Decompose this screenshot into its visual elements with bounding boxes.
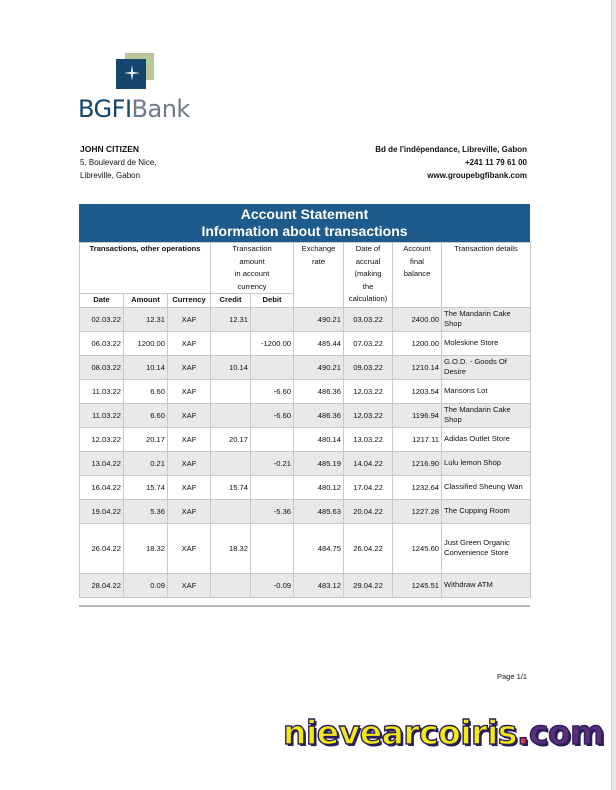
header-amount: Amount — [124, 294, 168, 308]
table-row — [80, 475, 531, 499]
cell-credit: 12.31 — [211, 307, 251, 331]
cell-debit — [251, 355, 294, 379]
cell-details: The Cupping Room — [442, 499, 531, 523]
cell-date: 12.03.22 — [80, 427, 124, 451]
cell-balance: 1245.60 — [393, 523, 442, 573]
header-currency: Currency — [168, 294, 211, 308]
bank-logo — [78, 53, 208, 123]
cell-amount: 6.60 — [124, 379, 168, 403]
cell-date: 16.04.22 — [80, 475, 124, 499]
watermark — [283, 713, 604, 752]
cell-details: Just Green Organic Convenience Store — [442, 523, 531, 573]
cell-date: 28.04.22 — [80, 573, 124, 597]
cell-balance: 1217.11 — [393, 427, 442, 451]
header-text: final — [410, 256, 424, 266]
customer-address-line2: Libreville, Gabon — [80, 171, 141, 180]
cell-accrual: 09.03.22 — [344, 355, 393, 379]
cell-date: 19.04.22 — [80, 499, 124, 523]
cell-accrual: 07.03.22 — [344, 331, 393, 355]
header-text: Exchange — [301, 244, 336, 253]
header-text: Account — [403, 244, 431, 253]
cell-details: The Mandarin Cake Shop — [442, 403, 531, 427]
header-text: the — [362, 281, 374, 291]
cell-credit: 18.32 — [211, 523, 251, 573]
cell-credit — [211, 451, 251, 475]
cell-debit: -1200.00 — [251, 331, 294, 355]
cell-debit: -6.60 — [251, 379, 294, 403]
bank-website: www.groupebgfibank.com — [427, 171, 527, 180]
customer-name: JOHN CITIZEN — [80, 144, 140, 154]
cell-rate: 490.21 — [294, 307, 344, 331]
bank-address-line: Bd de l'indépendance, Libreville, Gabon — [375, 145, 527, 154]
header-debit: Debit — [251, 294, 294, 308]
cell-details: The Mandarin Cake Shop — [442, 307, 531, 331]
cell-details: Lulu lemon Shop — [442, 451, 531, 475]
cell-amount: 12.31 — [124, 307, 168, 331]
cell-amount: 10.14 — [124, 355, 168, 379]
cell-debit — [251, 475, 294, 499]
cell-balance: 1196.94 — [393, 403, 442, 427]
table-row — [80, 307, 531, 331]
cell-date: 26.04.22 — [80, 523, 124, 573]
cell-date: 13.04.22 — [80, 451, 124, 475]
cell-rate: 483.12 — [294, 573, 344, 597]
cell-balance: 2400.00 — [393, 307, 442, 331]
header-text: Date of — [355, 244, 381, 253]
header-transactions-group: Transactions, other operations — [80, 243, 211, 294]
cell-rate: 486.36 — [294, 379, 344, 403]
cell-details: Withdraw ATM — [442, 573, 531, 597]
cell-credit — [211, 379, 251, 403]
header-account-balance — [393, 243, 442, 308]
cell-details: Adidas Outlet Store — [442, 427, 531, 451]
header-text: in account — [234, 269, 270, 278]
customer-address-line1: 5, Boulevard de Nice, — [80, 158, 157, 167]
cell-date: 11.03.22 — [80, 403, 124, 427]
cell-date: 06.03.22 — [80, 331, 124, 355]
cell-date: 02.03.22 — [80, 307, 124, 331]
cell-credit — [211, 499, 251, 523]
cell-rate: 484.75 — [294, 523, 344, 573]
cell-currency: XAF — [168, 427, 211, 451]
cell-amount: 0.21 — [124, 451, 168, 475]
statement-header — [79, 204, 530, 242]
table-row — [80, 451, 531, 475]
cell-currency: XAF — [168, 379, 211, 403]
transactions-table — [79, 242, 531, 598]
table-row — [80, 355, 531, 379]
table-row — [80, 499, 531, 523]
cell-balance: 1200.00 — [393, 331, 442, 355]
cell-credit: 10.14 — [211, 355, 251, 379]
statement-subtitle: Information about transactions — [201, 223, 408, 239]
cell-amount: 0.09 — [124, 573, 168, 597]
header-credit: Credit — [211, 294, 251, 308]
cell-credit — [211, 331, 251, 355]
page-edge — [612, 0, 616, 790]
logo-text-bank: Bank — [131, 95, 190, 123]
cell-date: 11.03.22 — [80, 379, 124, 403]
cell-balance: 1203.54 — [393, 379, 442, 403]
table-row — [80, 573, 531, 597]
cell-currency: XAF — [168, 355, 211, 379]
cell-accrual: 20.04.22 — [344, 499, 393, 523]
star-icon — [124, 65, 140, 81]
table-header-row — [80, 243, 531, 294]
watermark-tld: com — [528, 713, 605, 752]
customer-address — [80, 143, 157, 182]
cell-accrual: 26.04.22 — [344, 523, 393, 573]
table-row — [80, 523, 531, 573]
header-text: accrual — [355, 256, 381, 266]
cell-details: G.O.D. - Goods Of Desire — [442, 355, 531, 379]
bank-phone: +241 11 79 61 00 — [464, 158, 527, 167]
header-text: rate — [311, 256, 326, 266]
logo-mark-icon — [116, 53, 154, 89]
cell-debit: -0.09 — [251, 573, 294, 597]
cell-amount: 15.74 — [124, 475, 168, 499]
header-text: amount — [239, 256, 265, 266]
cell-currency: XAF — [168, 499, 211, 523]
table-row — [80, 379, 531, 403]
cell-debit — [251, 523, 294, 573]
cell-debit: -5.36 — [251, 499, 294, 523]
cell-currency: XAF — [168, 451, 211, 475]
cell-amount: 20.17 — [124, 427, 168, 451]
cell-accrual: 17.04.22 — [344, 475, 393, 499]
table-row — [80, 331, 531, 355]
cell-amount: 6.60 — [124, 403, 168, 427]
cell-accrual: 12.03.22 — [344, 379, 393, 403]
cell-balance: 1210.14 — [393, 355, 442, 379]
page-edge-line — [611, 0, 612, 790]
cell-currency: XAF — [168, 475, 211, 499]
cell-amount: 1200.00 — [124, 331, 168, 355]
cell-currency: XAF — [168, 403, 211, 427]
cell-credit — [211, 573, 251, 597]
header-date-of-accrual — [344, 243, 393, 308]
cell-rate: 485.44 — [294, 331, 344, 355]
header-text: balance — [403, 269, 431, 278]
logo-wordmark — [78, 95, 190, 123]
header-text: calculation) — [348, 294, 388, 303]
page-number: Page 1/1 — [496, 672, 527, 681]
cell-credit: 20.17 — [211, 427, 251, 451]
bank-address — [330, 143, 527, 182]
cell-rate: 486.36 — [294, 403, 344, 427]
watermark-text: nievearcoiris — [283, 713, 517, 752]
cell-rate: 490.21 — [294, 355, 344, 379]
cell-debit: -6.60 — [251, 403, 294, 427]
table-row — [80, 427, 531, 451]
table-row — [80, 403, 531, 427]
cell-currency: XAF — [168, 573, 211, 597]
cell-accrual: 14.04.22 — [344, 451, 393, 475]
cell-credit: 15.74 — [211, 475, 251, 499]
header-date: Date — [80, 294, 124, 308]
header-exchange-rate — [294, 243, 344, 308]
watermark-dot: . — [516, 713, 529, 752]
logo-text-bgfi: BGFI — [78, 95, 132, 123]
cell-rate: 485.63 — [294, 499, 344, 523]
table-bottom-rule — [79, 605, 530, 607]
cell-debit — [251, 307, 294, 331]
cell-date: 08.03.22 — [80, 355, 124, 379]
cell-balance: 1232.64 — [393, 475, 442, 499]
cell-details: Classified Sheung Wan — [442, 475, 531, 499]
header-transaction-amount — [211, 243, 294, 294]
cell-currency: XAF — [168, 307, 211, 331]
cell-balance: 1227.28 — [393, 499, 442, 523]
transactions-body — [80, 307, 531, 597]
header-text: currency — [237, 281, 267, 291]
cell-details: Mansons Lot — [442, 379, 531, 403]
cell-details: Moleskine Store — [442, 331, 531, 355]
header-text: Transaction — [232, 244, 272, 253]
cell-debit: -0.21 — [251, 451, 294, 475]
cell-balance: 1216.90 — [393, 451, 442, 475]
cell-amount: 18.32 — [124, 523, 168, 573]
statement-title: Account Statement — [240, 206, 369, 222]
cell-accrual: 29.04.22 — [344, 573, 393, 597]
cell-accrual: 12.03.22 — [344, 403, 393, 427]
cell-accrual: 03.03.22 — [344, 307, 393, 331]
cell-rate: 480.14 — [294, 427, 344, 451]
header-text: (making — [354, 269, 382, 278]
cell-debit — [251, 427, 294, 451]
cell-rate: 480.12 — [294, 475, 344, 499]
cell-amount: 5.36 — [124, 499, 168, 523]
header-transaction-details: Transaction details — [442, 243, 531, 308]
cell-currency: XAF — [168, 331, 211, 355]
cell-rate: 485.19 — [294, 451, 344, 475]
cell-balance: 1245.51 — [393, 573, 442, 597]
cell-accrual: 13.03.22 — [344, 427, 393, 451]
cell-currency: XAF — [168, 523, 211, 573]
cell-credit — [211, 403, 251, 427]
